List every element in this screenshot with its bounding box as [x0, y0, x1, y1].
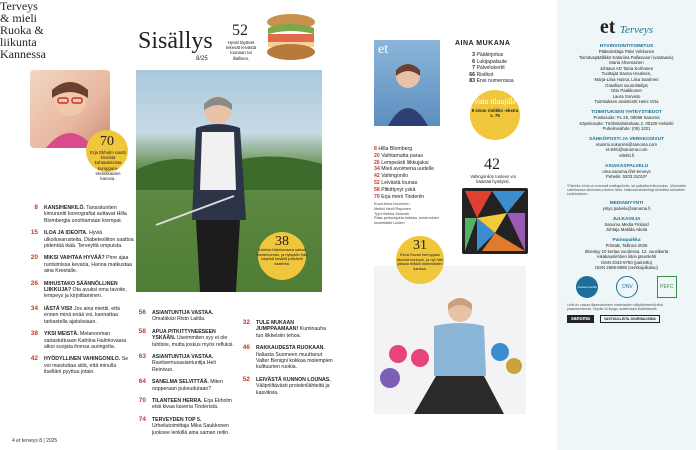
circle-38-caption: Katriina Halmiovaara saisuti melanooman, ja nykyään hän käyttää kesällä peittäviä vaatteita. — [256, 247, 308, 266]
print-group: Painopaikka PrintaB, Tallinna 2025 Ilmestyy 10 kertaa vuodessa. 12. vuosikerta Aikakauslehtien liiton jäsenlehti ISSN 2342-6780 (painettu) ISSN 2669-9885 (verkkojulkaisu) — [584, 238, 669, 271]
stained-glass-illustration — [462, 188, 528, 254]
responsible-journalism-logo: VASTUULLISTA JOURNALISMIA — [600, 315, 660, 323]
toc-item[interactable]: 26 MIHUSTAKO SÄÄNNÖLLINEN LIIKKUJA? Ota avuksi oma tavoite, lempeys ja kirjoittaminen. — [30, 279, 127, 300]
dnv-badge-icon: DNV — [616, 276, 638, 298]
circle-42-caption: Vahingonilon tunteen voi kääntää hyödyksi. — [470, 174, 516, 184]
circle-52-caption: Hyvät täytteet tekevät leivästä lounaan tai illallisen. — [225, 40, 257, 61]
contact-group: TOIMITUKSEN YHTEYSTIEDOT Postiosoite: PL 25, 00089 Sanoma Käyntiosoite: Töölönlahdenkatu 2, 00100 Helsinki Puhelinvaihde: (09) 1201 — [579, 109, 674, 132]
logo-et: et — [599, 16, 616, 38]
aina-list — [455, 52, 555, 85]
badge-row — [567, 276, 686, 298]
toc-item[interactable]: 42 HYÖDYLLINEN VAHINGONILO. Se voi muistuttaa siitä, että minulla itselläni pyyttuu jotain. — [30, 355, 129, 376]
list-item[interactable]: 6 Lukijapalaute — [472, 58, 508, 65]
page-title: Sisällys — [138, 28, 213, 54]
colophon-logo — [567, 16, 686, 39]
colophon-panel — [557, 0, 696, 450]
brand-row — [567, 315, 686, 323]
toc-item[interactable]: 8 KANSIHENKILÖ. Tanssituntien kimurantit koreografiat auttavat Hilla Blombergia unohtamaan krempat. — [34, 204, 127, 224]
toc-item[interactable]: 46 RAKKAUDESTA RUOKAAN. Italiasta Suomeen muuttanut Valter Benigni kokkaa molempien kulttuurien ruokia. — [242, 344, 333, 371]
toc-item[interactable]: 20 MIKSI VAIHTAA HYVÄÄ? Pirre ajaa ruotsimissa kevaria, Hanna matkustaa aina Kreetalle. — [30, 254, 132, 275]
kettlebell-photo — [374, 266, 526, 414]
kannessa-title: Kannessa — [0, 47, 46, 61]
circle-38-number: 38 — [275, 234, 289, 249]
toc-item[interactable]: 58 APUA PITKITTYNEESEEN YSKÄÄN. Useimmiten syy ei ole tuhtiste, mutta joskus myös refluksi. — [138, 327, 234, 348]
staff-group: HYVINVOINTITOIMITUS Päätoimittaja Päivi Virkkunen Toimituspäällikkö Katariina Pallasvuori (vastaava), Maria Ahvenainen Johtava AD Taina Korhonen Tuottajat Sanna Houtinen, Marja-Liisa Hussa, Liisa Saarinen Graafiset suunnittelijat Otto Paakkonen Laura Sorvisto Toimituksen assistentti Heini Virta — [578, 44, 675, 105]
list-item[interactable]: 20 Vaihtamatta paras — [374, 152, 423, 159]
toc-column-2 — [134, 310, 234, 442]
list-item[interactable]: 3 Pääkirjoitus — [472, 52, 504, 58]
list-item[interactable]: 8 Hilla Blomberg — [374, 146, 413, 152]
cover-logo: et — [378, 42, 389, 57]
circle-52-number: 52 — [232, 22, 248, 39]
toc-item[interactable]: 74 TERVEYDEN TOP 5. Urheilutoimittaja Mika Saukkonen juoksee lenkillä aina saman reitin. — [138, 415, 230, 436]
logo-terveys: Terveys — [619, 24, 654, 36]
toc-item[interactable]: 15 ILOA JA IDEOITA. Hyviä ulkoiluvarusteita, Diabetesliiton saattoa pidentää ikää. Terveyttä ompuista. — [30, 229, 134, 250]
toc-item[interactable]: 34 IÄSTÄ VISI! Jos aina miettii, että ennen minä enää voi, kannattaa tarkastella ajatuksiaan. — [30, 304, 120, 325]
toc-item[interactable]: 38 YKSI MEISTÄ. Melanooman sairastuttuaan Katriina Halmiovaara alkoi suojata ihonsa auringolta. — [30, 330, 127, 350]
disclaimer: Lehti on vastaa tilaamattomien materiaalien säilyttämisestä eikä palauttamisesta. Tarjolla oli tilaaja, asiakkuksia lisäämisestä — [567, 303, 663, 312]
list-item[interactable]: 52 Leivästä lounas — [374, 179, 418, 186]
list-item[interactable]: 7 Palvelukortit — [472, 65, 505, 72]
list-item[interactable]: 58 Pitkittynyt yskä — [374, 186, 416, 193]
toc-column-3 — [238, 320, 334, 402]
list-item[interactable]: 34 Mieli avoimena uudelle — [374, 166, 435, 173]
kannessa-list — [374, 146, 474, 200]
issue-number: 8/25 — [196, 56, 208, 62]
section-title-ruoka: Ruoka & liikunta — [0, 23, 44, 49]
toc-item[interactable]: 32 TULE MUKAAN JUMPPAAMAAN! Kuminauha tuo liikkeisiin tehoa. — [242, 319, 326, 339]
toc-item[interactable]: 56 ASIANTUNTIJA VASTAA. Omaläkäri Risto Laitila. — [138, 309, 214, 323]
toc-column-1 — [26, 205, 134, 382]
pefc-badge-icon: PEFC — [657, 276, 677, 298]
vain-title: Vain tilaajille — [473, 97, 517, 106]
toc-item[interactable]: 52 LEIVÄSTÄ KUNNON LOUNAS. Välipriiltävästi proteiinilähteitä ja kasviksia. — [242, 375, 331, 396]
circle-31-number: 31 — [413, 238, 427, 253]
list-item[interactable]: 70 Erja meni Tinderiin — [374, 193, 425, 200]
vain-tilaajille-circle[interactable] — [470, 90, 520, 140]
list-item[interactable]: 83 Ensi numerossa — [469, 78, 514, 85]
footer-left: 4 et terveys 8 | 2025 — [12, 438, 58, 444]
media-sales-group: MEDIAMYYNTI yritys palvelu@sanoma.fi — [602, 201, 651, 212]
email-group: SÄHKÖPOSTI JA VERKKOSIVUT etunimi.sukunimi@sanoma.com et-lehti@sanoma.com etlehti.fi — [589, 136, 664, 158]
customer-service-group: ASIAKASPALVELU oma.sanoma.fi/et-terveys Puhelin: 0203 31010* — [602, 163, 651, 180]
aina-title: AINA MUKANA — [455, 40, 511, 47]
toc-item[interactable]: 64 SANELMA SELVITTÄÄ. Miten oopperaan pukeudutaan? — [138, 378, 223, 392]
swan-badge-icon: Joutsenmerkki — [576, 276, 598, 298]
toc-item[interactable]: 63 ASIANTUNTIJA VASTAA. Ravitsemusasiantuntija Heli Reinivuo. — [138, 353, 216, 373]
sanoma-logo: sanoma — [567, 315, 594, 323]
section-title-terveys: Terveys & mieli — [0, 0, 38, 25]
circle-70-caption: Erja Ekholm nautti kivoista kohtaamisista kumppani-ehdokkaiden kanssa. — [90, 150, 126, 182]
publisher-group: JULKAISIJA Sanoma Media Finland Johtaja Matilda Aikola — [604, 216, 649, 233]
cover-credits: Kuva Anna Huovinen Meikki Heidi Raponen Tyyli Heikka Siulonto Paita pellavajoela Indiska, tomerrsinen neulettakki Linden — [374, 202, 440, 226]
circle-31-caption: Eeva Sovari tsemppasi itsensä kuntoon, ja nyt hän jaksaa leikkiä lastenlasten kanssa. — [396, 252, 444, 271]
toc-item[interactable]: 70 TILANTEEN HERRA. Erja Ekholm etsii kivaa kaveria Tinderistä. — [138, 397, 232, 411]
circle-42-number: 42 — [484, 156, 500, 173]
circle-70-number: 70 — [100, 134, 114, 149]
cover-thumbnail[interactable] — [374, 40, 440, 126]
list-item[interactable]: 42 Vahingonilo — [374, 173, 408, 180]
sandwich-photo — [262, 8, 320, 64]
colophon-note: *Palvelun hinta on normaali matkapuhelin- tai paikallisverkkomaksu. Ulkomailta soitettaessa ulkomaan puhelun hinta. Valtiosanrahoitettuja tiedoteita tarkoitettu koulutukseen... — [567, 183, 686, 197]
list-item[interactable]: 66 Ristikot — [469, 71, 494, 78]
vain-text: 8 sivun ristikko -ekstra s. 75 — [471, 108, 519, 118]
list-item[interactable]: 26 Lempeästi liikkujaksi — [374, 159, 429, 166]
